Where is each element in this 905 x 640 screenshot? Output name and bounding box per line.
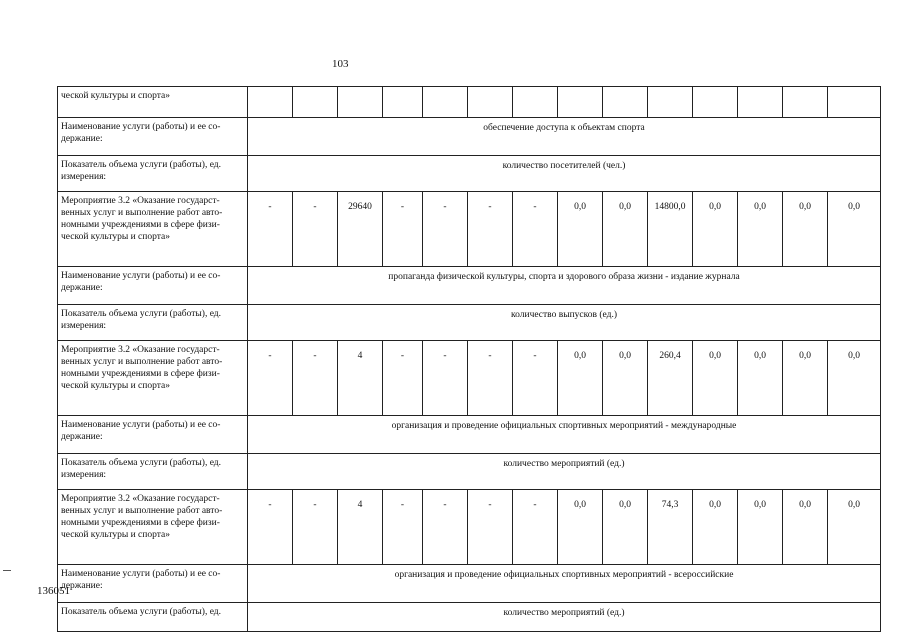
value-cell: - bbox=[248, 192, 293, 267]
value-cell: 0,0 bbox=[603, 192, 648, 267]
value-cell: 0,0 bbox=[738, 192, 783, 267]
value-cell: - bbox=[513, 490, 558, 565]
table-row-continued bbox=[58, 87, 881, 118]
value-cell: 4 bbox=[338, 490, 383, 565]
value-cell: 0,0 bbox=[783, 341, 828, 416]
value-cell: 29640 bbox=[338, 192, 383, 267]
value-cell: 0,0 bbox=[828, 490, 881, 565]
service-row-label: Наименование услуги (работы) и ее со-держание: bbox=[58, 565, 248, 603]
service-row-value: организация и проведение официальных спортивных мероприятий - всероссийские bbox=[248, 565, 881, 603]
program-table bbox=[57, 86, 881, 632]
value-cell: - bbox=[468, 490, 513, 565]
indicator-row-value: количество мероприятий (ед.) bbox=[248, 603, 881, 632]
table-body bbox=[58, 87, 881, 632]
indicator-row-value: количество мероприятий (ед.) bbox=[248, 454, 881, 490]
activity-row bbox=[58, 490, 881, 565]
indicator-row-value: количество выпусков (ед.) bbox=[248, 305, 881, 341]
service-row-label: Наименование услуги (работы) и ее со-держание: bbox=[58, 267, 248, 305]
service-row-label: Наименование услуги (работы) и ее со-держание: bbox=[58, 416, 248, 454]
value-cell: - bbox=[383, 192, 423, 267]
value-cell: 0,0 bbox=[693, 341, 738, 416]
continued-label: ческой культуры и спорта» bbox=[58, 87, 248, 118]
indicator-row-label: Показатель объема услуги (работы), ед. bbox=[58, 603, 248, 632]
value-cell: 0,0 bbox=[783, 192, 828, 267]
value-cell: 260,4 bbox=[648, 341, 693, 416]
activity-row bbox=[58, 192, 881, 267]
service-row-value: организация и проведение официальных спортивных мероприятий - международные bbox=[248, 416, 881, 454]
value-cell: - bbox=[248, 490, 293, 565]
indicator-row bbox=[58, 156, 881, 192]
value-cell: 0,0 bbox=[603, 490, 648, 565]
indicator-row bbox=[58, 305, 881, 341]
value-cell: 0,0 bbox=[558, 341, 603, 416]
value-cell: - bbox=[423, 341, 468, 416]
service-row-value: пропаганда физической культуры, спорта и здорового образа жизни - издание журнала bbox=[248, 267, 881, 305]
activity-label: Мероприятие 3.2 «Оказание государст-венных услуг и выполнение работ авто-номными учреждениями в сфере физи-ческой культуры и спорта» bbox=[58, 341, 248, 416]
value-cell: - bbox=[423, 490, 468, 565]
value-cell: - bbox=[383, 341, 423, 416]
value-cell: 0,0 bbox=[738, 490, 783, 565]
value-cell: 0,0 bbox=[558, 490, 603, 565]
page-number: 103 bbox=[332, 58, 349, 70]
indicator-row-label: Показатель объема услуги (работы), ед. измерения: bbox=[58, 454, 248, 490]
value-cell: 0,0 bbox=[828, 341, 881, 416]
value-cell: 4 bbox=[338, 341, 383, 416]
value-cell: - bbox=[383, 490, 423, 565]
indicator-row-label: Показатель объема услуги (работы), ед. измерения: bbox=[58, 156, 248, 192]
indicator-row-label: Показатель объема услуги (работы), ед. измерения: bbox=[58, 305, 248, 341]
service-row-value: обеспечение доступа к объектам спорта bbox=[248, 118, 881, 156]
value-cell: 0,0 bbox=[783, 490, 828, 565]
value-cell: 0,0 bbox=[693, 490, 738, 565]
value-cell: 0,0 bbox=[738, 341, 783, 416]
value-cell: - bbox=[248, 341, 293, 416]
value-cell: 0,0 bbox=[603, 341, 648, 416]
indicator-row-value: количество посетителей (чел.) bbox=[248, 156, 881, 192]
service-row bbox=[58, 565, 881, 603]
service-row-label: Наименование услуги (работы) и ее со-держание: bbox=[58, 118, 248, 156]
value-cell: 14800,0 bbox=[648, 192, 693, 267]
indicator-row bbox=[58, 603, 881, 632]
value-cell: - bbox=[468, 192, 513, 267]
activity-row bbox=[58, 341, 881, 416]
value-cell: - bbox=[513, 341, 558, 416]
value-cell: - bbox=[293, 490, 338, 565]
value-cell: 74,3 bbox=[648, 490, 693, 565]
activity-label: Мероприятие 3.2 «Оказание государст-венных услуг и выполнение работ авто-номными учреждениями в сфере физи-ческой культуры и спорта» bbox=[58, 490, 248, 565]
value-cell: - bbox=[468, 341, 513, 416]
activity-label: Мероприятие 3.2 «Оказание государст-венных услуг и выполнение работ авто-номными учреждениями в сфере физи-ческой культуры и спорта» bbox=[58, 192, 248, 267]
value-cell: - bbox=[293, 341, 338, 416]
value-cell: - bbox=[293, 192, 338, 267]
value-cell: 0,0 bbox=[828, 192, 881, 267]
margin-mark bbox=[3, 570, 11, 571]
document-code: 136051 bbox=[37, 585, 70, 597]
value-cell: - bbox=[513, 192, 558, 267]
value-cell: 0,0 bbox=[693, 192, 738, 267]
service-row bbox=[58, 416, 881, 454]
value-cell: - bbox=[423, 192, 468, 267]
value-cell: 0,0 bbox=[558, 192, 603, 267]
service-row bbox=[58, 267, 881, 305]
service-row bbox=[58, 118, 881, 156]
indicator-row bbox=[58, 454, 881, 490]
